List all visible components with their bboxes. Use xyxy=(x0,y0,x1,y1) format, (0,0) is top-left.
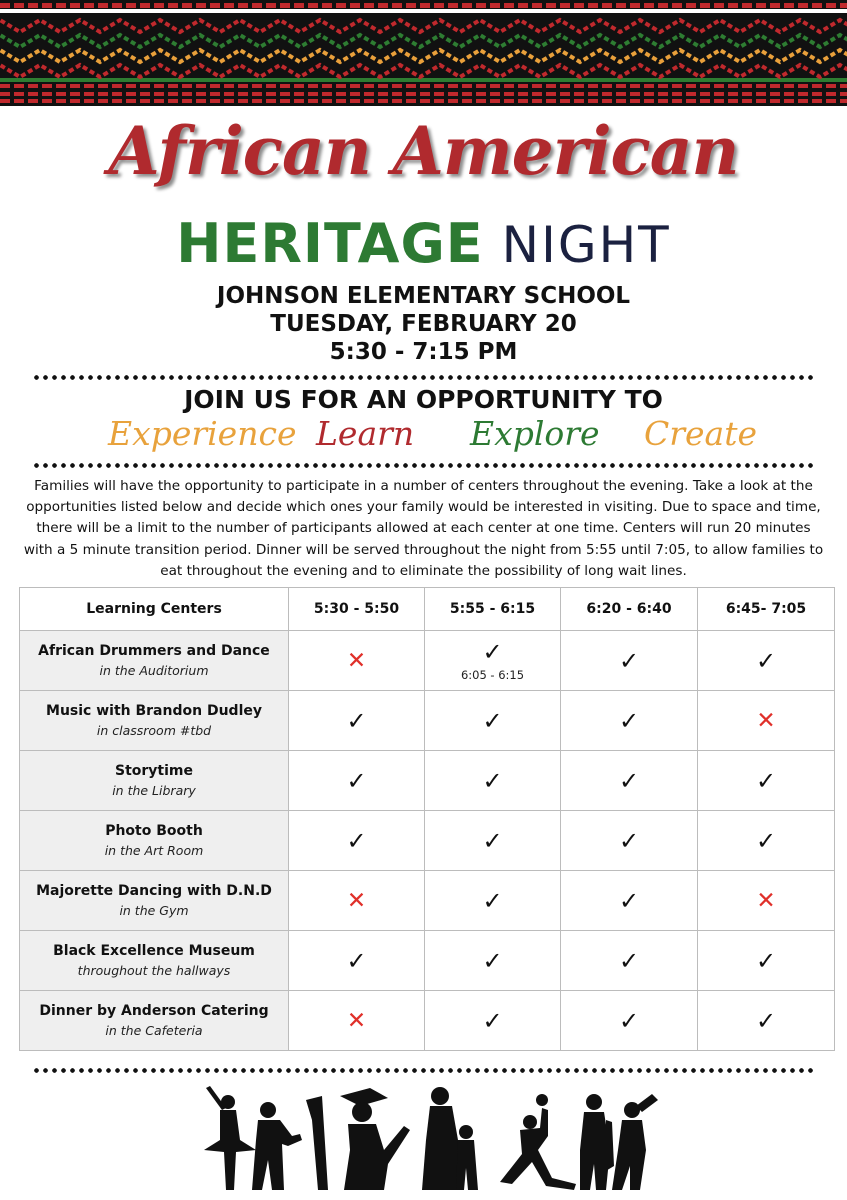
check-icon: ✓ xyxy=(618,946,640,975)
slot-cell xyxy=(289,931,425,991)
slot-cell xyxy=(425,751,561,811)
activity-silhouettes xyxy=(0,1080,847,1200)
center-cell xyxy=(20,931,289,991)
check-icon: ✓ xyxy=(482,946,503,975)
dotted-divider xyxy=(32,1068,815,1073)
table-row xyxy=(20,931,835,991)
basketball-jumper-silhouette xyxy=(500,1094,576,1190)
check-icon: ✓ xyxy=(482,826,503,855)
slot-cell xyxy=(289,991,425,1051)
cross-icon: ✕ xyxy=(346,647,367,674)
slot-cell xyxy=(698,751,835,811)
slot-cell xyxy=(698,631,835,691)
center-location: in the Cafeteria xyxy=(105,1023,203,1038)
check-icon: ✓ xyxy=(755,946,777,975)
slot-cell xyxy=(698,691,835,751)
check-icon: ✓ xyxy=(346,946,367,975)
check-icon: ✓ xyxy=(482,886,503,915)
table-row xyxy=(20,811,835,871)
center-cell xyxy=(20,871,289,931)
center-location: in the Gym xyxy=(119,903,189,918)
check-icon: ✓ xyxy=(482,1006,503,1035)
slot-cell xyxy=(561,991,698,1051)
slot-cell xyxy=(561,871,698,931)
center-cell xyxy=(20,691,289,751)
slot-cell xyxy=(425,931,561,991)
slot-cell xyxy=(289,811,425,871)
header-slot-4: 6:45- 7:05 xyxy=(698,588,835,631)
table-row xyxy=(20,871,835,931)
center-cell xyxy=(20,991,289,1051)
check-icon: ✓ xyxy=(755,1006,777,1035)
slot-cell xyxy=(425,811,561,871)
intro-paragraph: Families will have the opportunity to participate in a number of centers throughout the evening. Take a look at the opportunities listed below and decide which ones your family would be interested in visiting. Due to space and time, there will be a limit to the number of participants allowed at each center at one time. Centers will run 20 minutes with a 5 minute transition period. Dinner will be served throughout the night from 5:55 until 7:05, to allow families to eat throughout the evening and to eliminate the possibility of long wait lines. xyxy=(23,478,824,579)
dotted-divider xyxy=(32,375,815,380)
slot-cell xyxy=(425,871,561,931)
slot-cell xyxy=(698,931,835,991)
slot-cell xyxy=(561,931,698,991)
center-name: Photo Booth xyxy=(105,823,203,839)
slot-cell xyxy=(698,871,835,931)
check-icon: ✓ xyxy=(346,706,367,735)
slot-cell xyxy=(561,691,698,751)
schedule-table xyxy=(19,587,835,1051)
center-location: in the Auditorium xyxy=(99,663,209,678)
slot-cell xyxy=(289,751,425,811)
check-icon: ✓ xyxy=(346,826,367,855)
center-name: African Drummers and Dance xyxy=(38,643,270,659)
slot-cell xyxy=(698,811,835,871)
slot-cell xyxy=(289,871,425,931)
family-silhouette xyxy=(422,1087,478,1190)
cross-icon: ✕ xyxy=(346,887,367,914)
center-cell xyxy=(20,751,289,811)
slot-cell xyxy=(561,811,698,871)
center-location: throughout the hallways xyxy=(77,963,231,978)
center-location: in the Art Room xyxy=(104,843,204,858)
check-icon: ✓ xyxy=(618,1006,640,1035)
check-icon: ✓ xyxy=(755,826,777,855)
slot-cell xyxy=(698,991,835,1051)
check-icon: ✓ xyxy=(482,637,503,666)
word-explore: Explore xyxy=(470,414,600,453)
slot-cell xyxy=(289,631,425,691)
table-row xyxy=(20,631,835,691)
center-cell xyxy=(20,811,289,871)
painter-silhouette xyxy=(252,1096,328,1190)
header-slot-3: 6:20 - 6:40 xyxy=(561,588,698,631)
header-learning-centers: Learning Centers xyxy=(20,588,289,631)
table-header-row xyxy=(20,588,835,631)
header-slot-2: 5:55 - 6:15 xyxy=(425,588,561,631)
center-name: Black Excellence Museum xyxy=(53,943,255,959)
trumpet-player-silhouette xyxy=(612,1094,658,1190)
slot-cell xyxy=(425,691,561,751)
slot-cell xyxy=(289,691,425,751)
table-row xyxy=(20,751,835,811)
check-icon: ✓ xyxy=(482,706,503,735)
check-icon: ✓ xyxy=(755,646,777,675)
slot-cell xyxy=(561,751,698,811)
saxophone-player-silhouette xyxy=(580,1094,614,1190)
header-slot-1: 5:30 - 5:50 xyxy=(289,588,425,631)
center-name: Storytime xyxy=(115,763,193,779)
check-icon: ✓ xyxy=(755,766,777,795)
word-experience: Experience xyxy=(108,414,297,453)
cross-icon: ✕ xyxy=(756,887,776,914)
kente-border xyxy=(0,0,847,106)
center-location: in the Library xyxy=(112,783,196,798)
event-date: TUESDAY, FEBRUARY 20 xyxy=(270,311,577,337)
check-icon: ✓ xyxy=(618,646,640,675)
table-row xyxy=(20,991,835,1051)
slot-cell xyxy=(425,991,561,1051)
title-night: NIGHT xyxy=(501,216,671,274)
school-name: JOHNSON ELEMENTARY SCHOOL xyxy=(216,283,631,309)
slot-time-note: 6:05 - 6:15 xyxy=(460,667,525,682)
event-time: 5:30 - 7:15 PM xyxy=(329,339,518,365)
check-icon: ✓ xyxy=(346,766,367,795)
table-row xyxy=(20,691,835,751)
center-name: Music with Brandon Dudley xyxy=(46,703,262,719)
word-create: Create xyxy=(644,414,758,453)
invite-heading: JOIN US FOR AN OPPORTUNITY TO xyxy=(184,385,663,414)
check-icon: ✓ xyxy=(618,766,640,795)
slot-cell xyxy=(561,631,698,691)
graduate-silhouette xyxy=(340,1088,410,1190)
check-icon: ✓ xyxy=(618,826,640,855)
title-heritage-night xyxy=(0,212,847,275)
check-icon: ✓ xyxy=(618,886,640,915)
title-african-american: African American xyxy=(108,112,739,190)
center-location: in classroom #tbd xyxy=(96,723,212,738)
center-name: Majorette Dancing with D.N.D xyxy=(36,883,272,899)
check-icon: ✓ xyxy=(482,766,503,795)
cross-icon: ✕ xyxy=(346,1007,367,1034)
slot-cell xyxy=(425,631,561,691)
check-icon: ✓ xyxy=(618,706,640,735)
title-heritage: HERITAGE xyxy=(176,212,484,275)
dotted-divider xyxy=(32,463,815,468)
word-learn: Learn xyxy=(316,414,415,453)
cross-icon: ✕ xyxy=(756,707,776,734)
center-name: Dinner by Anderson Catering xyxy=(39,1003,269,1019)
center-cell xyxy=(20,631,289,691)
ballerina-silhouette xyxy=(204,1086,256,1190)
